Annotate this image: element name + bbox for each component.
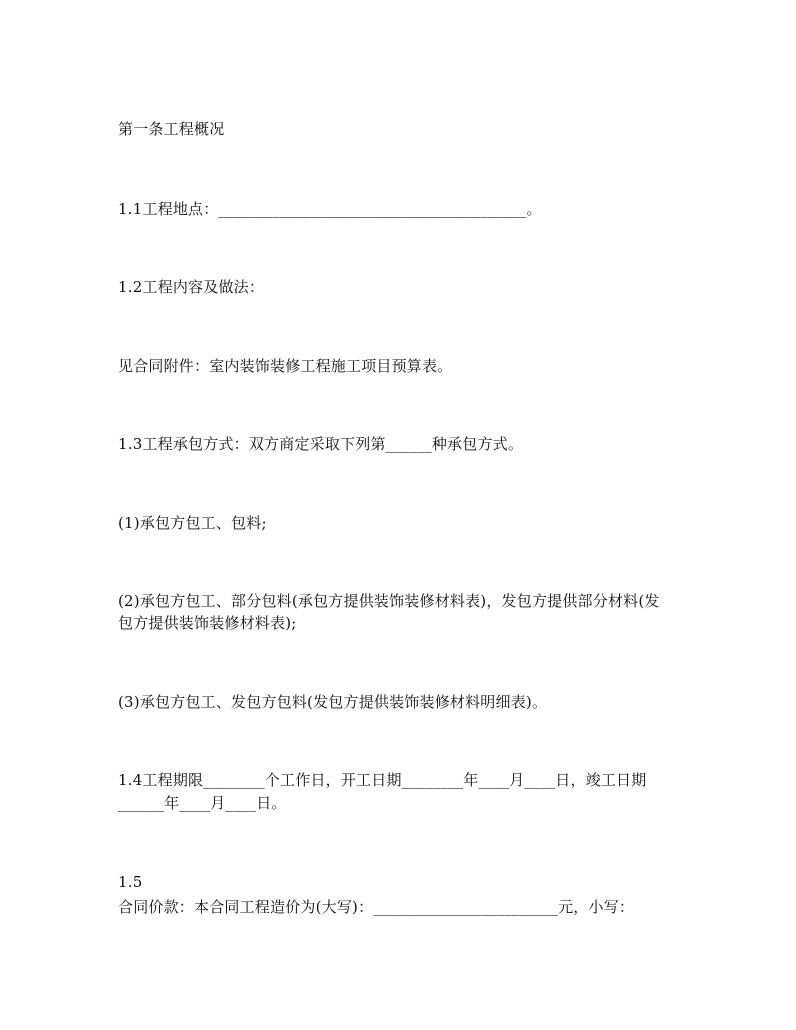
annex-reference: 见合同附件：室内装饰装修工程施工项目预算表。 [118, 357, 453, 375]
option-2-line-1: (2)承包方包工、部分包料(承包方提供装饰装修材料表)，发包方提供部分材料(发 [118, 592, 660, 610]
clause-1-4-line-1: 1.4工程期限________个工作日，开工日期________年____月____日，竣工日期 [118, 771, 647, 789]
section-heading: 第一条工程概况 [118, 120, 225, 138]
option-2-line-2: 包方提供装饰装修材料表); [118, 614, 297, 632]
clause-1-5-number: 1.5 [118, 873, 143, 891]
clause-1-3-contract-mode: 1.3工程承包方式：双方商定采取下列第______种承包方式。 [118, 435, 524, 453]
clause-1-4-line-2: ______年____月____日。 [118, 794, 287, 812]
option-1: (1)承包方包工、包料; [118, 514, 267, 532]
clause-1-5-price: 合同价款：本合同工程造价为(大写)：________________________元，小写： [118, 898, 635, 916]
clause-1-1-location: 1.1工程地点：________________________________________。 [118, 200, 542, 218]
clause-1-2-content: 1.2工程内容及做法： [118, 278, 265, 296]
option-3: (3)承包方包工、发包方包料(发包方提供装饰装修材料明细表)。 [118, 693, 548, 711]
